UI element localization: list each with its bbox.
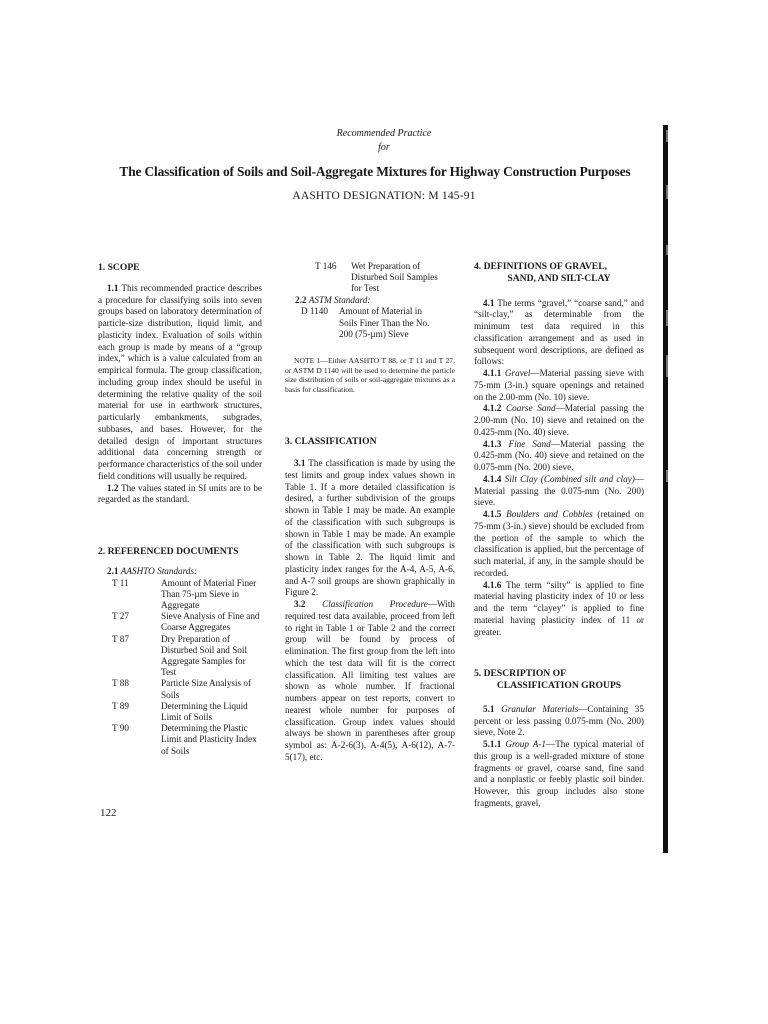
standard-title: Determining the Liquid Limit of Soils: [161, 700, 248, 722]
paragraph-text: The terms “gravel,” “coarse sand,” and “silt-clay,” as determinable from the minimum test data required in this classification arrangement and as used in subsequent word descriptions, are defined as follows:: [474, 297, 644, 367]
definition-text: —Material passing the 0.075-mm (No. 200) sieve.: [474, 473, 645, 508]
designation: AASHTO DESIGNATION: M 145-91: [292, 190, 476, 202]
standard-title: Dry Preparation of Disturbed Soil and Soil Aggregate Samples for Test: [161, 633, 248, 678]
definition-text: —Material passing the 2.00-mm (No. 10) sieve and retained on the 0.425-mm (No. 40) sieve.: [474, 403, 645, 437]
standard-code: T 146: [315, 261, 337, 271]
standards-label: AASHTO Standards:: [120, 565, 198, 576]
aashto-standards-list: [98, 578, 262, 757]
list-item: [98, 634, 262, 679]
definition-term: Silt Clay (Combined silt and clay): [504, 473, 635, 484]
section-heading-description: 5. DESCRIPTION OF: [474, 668, 566, 680]
definition-text: The term “silty” is applied to fine material having plasticity index of 10 or less and the term “clayey” is applied to fine material having plasticity index of 11 or greater.: [474, 579, 644, 637]
paragraph-5-1-1: [474, 739, 644, 810]
column-left: [98, 262, 262, 757]
aashto-standards-label: [98, 566, 262, 578]
note-1: NOTE 1—Either AASHTO T 88, or T 11 and T 27, or ASTM D 1140 will be used to determine the particle size distribution of soils or soil-aggregate mixtures as a basis for classification.: [285, 355, 455, 394]
aashto-standards-list-continued: [315, 261, 447, 295]
clause-number: 4.1.3: [483, 438, 502, 449]
clause-number: 1.1: [107, 282, 119, 293]
clause-number: 1.2: [107, 482, 119, 493]
edge-tick: [666, 310, 668, 326]
clause-number: 4.1.4: [483, 473, 502, 484]
paragraph-text: This recommended practice describes a procedure for classifying soils into seven groups based on laboratory determination of particle-size distribution, liquid limit, and plasticity index. Evaluation of soils within each group is made by means of a “group index,” which is a value calculated from an empirical formula. The group classification, including group index should be useful in determining the relative quality of the soil material for use in earthwork structures, particularly embankments, subgrades, subbases, and bases. However, for the detailed design of important structures additional data concerning strength or performance characteristics of the soil under field conditions will usually be required.: [98, 282, 262, 481]
list-item: [98, 701, 262, 723]
definition-term: Coarse Sand: [506, 403, 556, 414]
clause-number: 4.1.1: [483, 368, 502, 378]
standard-title: Sieve Analysis of Fine and Coarse Aggregates: [161, 611, 260, 633]
standard-title: Wet Preparation of Disturbed Soil Samples for Test: [351, 261, 438, 294]
column-middle: [285, 261, 455, 764]
clause-number: 5.1: [483, 703, 495, 714]
standard-title: Amount of Material in Soils Finer Than the No. 200 (75-µm) Sieve: [339, 306, 430, 339]
paragraph-text: The classification is made by using the test limits and group index values shown in Table 1. If a more detailed classification is desired, a further subdivision of the groups shown in Table 1 may be made. An example of the classification with such subgroups is shown in Table 1 may be made. An example of the classification with such subgroups is shown in Table 2. The liquid limit and plasticity index ranges for the A-4, A-5, A-6, and A-7 soil groups are shown graphically in Figure 2.: [285, 458, 455, 598]
section-heading-definitions-line2: SAND, AND SILT-CLAY: [507, 272, 611, 284]
standard-code: T 88: [112, 678, 129, 689]
list-item: [301, 306, 439, 340]
edge-tick: [666, 470, 668, 482]
definition-item: [474, 368, 644, 403]
list-item: [98, 578, 262, 612]
page-edge-shadow: [663, 125, 668, 853]
standard-code: T 89: [112, 700, 129, 711]
paragraph-1-1: [98, 283, 262, 483]
page-number: 122: [100, 807, 117, 819]
heading-line: 4. DEFINITIONS OF GRAVEL,: [474, 261, 608, 272]
definition-term: Gravel: [504, 368, 531, 378]
paragraph-label: Granular Materials: [501, 703, 579, 714]
definition-item: [474, 509, 644, 580]
standard-code: T 90: [112, 723, 129, 734]
section-heading-classification: 3. CLASSIFICATION: [285, 436, 377, 448]
clause-number: 4.1: [483, 297, 495, 308]
clause-number: 4.1.5: [483, 509, 502, 519]
definition-text: (retained on 75-mm (3-in.) sieve) should be excluded from the portion of the sample to which the classification is applied, but the percentage of such material, if any, in the sample should be recorded.: [474, 509, 645, 578]
paragraph-3-1: [285, 458, 455, 599]
paragraph-label: Classification Procedure: [322, 599, 428, 610]
definition-item: [474, 439, 644, 474]
clause-number: 4.1.2: [483, 403, 502, 414]
recommended-practice-label: Recommended Practice: [336, 128, 432, 139]
standard-title: Determining the Plastic Limit and Plasticity Index of Soils: [161, 723, 257, 756]
clause-number: 3.1: [294, 458, 306, 469]
paragraph-label: Group A-1: [505, 739, 546, 749]
column-right: [474, 261, 644, 810]
clause-number: 5.1.1: [483, 739, 502, 749]
standards-label: ASTM Standard:: [308, 294, 371, 305]
paragraph-text: —With required test data available, proceed from left to right in Table 1 or Table 2 and the correct group will be found by process of elimination. The first group from the left into which the test data will fit is the correct classification. All limiting test values are shown as whole number. If fractional numbers appear on test reports, convert to nearest whole number for purposes of classification. Group index values should always be shown in parentheses after group symbol as: A-2-6(3), A-4(5), A-6(12), A-7-5(17), etc.: [285, 599, 455, 762]
paragraph-5-1: [474, 704, 644, 739]
list-item: [98, 678, 262, 700]
section-heading-definitions: [474, 261, 644, 273]
edge-tick: [666, 245, 668, 255]
definition-text: —Material passing the 0.425-mm (No. 40) sieve and retained on the 0.075-mm (No. 200) sieve.: [474, 438, 644, 472]
standard-code: T 87: [112, 633, 129, 644]
astm-standards-list: [301, 306, 439, 340]
section-heading-description-line2: CLASSIFICATION GROUPS: [496, 680, 622, 691]
standard-code: T 27: [112, 611, 129, 622]
list-item: [98, 611, 262, 633]
clause-number: 2.2: [295, 294, 307, 305]
definition-item: [474, 474, 644, 509]
standard-title: Amount of Material Finer Than 75-µm Sieve in Aggregate: [161, 577, 257, 610]
paragraph-1-2: [98, 483, 262, 507]
list-item: [98, 723, 262, 757]
for-label: for: [378, 142, 390, 153]
definition-term: Fine Sand: [508, 438, 551, 449]
list-item: [315, 261, 447, 295]
definition-item: [474, 403, 644, 438]
standard-title: Particle Size Analysis of Soils: [161, 678, 252, 700]
clause-number: 3.2: [294, 599, 306, 610]
page-title: The Classification of Soils and Soil-Aggregate Mixtures for Highway Construction Purposes: [119, 164, 631, 179]
clause-number: 4.1.6: [483, 579, 502, 590]
definition-text: —Material passing sieve with 75-mm (3-in.) square openings and retained on the 2.00-mm (No. 10) sieve.: [474, 368, 644, 402]
paragraph-4-1: [474, 298, 644, 369]
clause-number: 2.1: [107, 565, 119, 576]
section-heading-scope: 1. SCOPE: [98, 262, 140, 273]
paragraph-text: —The typical material of this group is a well-graded mixture of stone fragments or gravel, coarse sand, fine sand and a nonplastic or feebly plastic soil binder. However, this group includes also stone fragments, gravel,: [474, 739, 645, 808]
standard-code: D 1140: [301, 306, 328, 317]
paragraph-text: The values stated in SI units are to be regarded as the standard.: [98, 482, 262, 505]
standard-code: T 11: [112, 577, 129, 588]
edge-tick: [666, 355, 668, 377]
paragraph-3-2: [285, 599, 455, 764]
definition-term: Boulders and Cobbles: [506, 509, 593, 519]
paragraph-text: —Containing 35 percent or less passing 0.075-mm (No. 200) sieve, Note 2.: [474, 703, 644, 738]
definition-item: [474, 580, 644, 639]
astm-standards-label: [285, 295, 455, 307]
section-heading-referenced: 2. REFERENCED DOCUMENTS: [98, 546, 239, 557]
